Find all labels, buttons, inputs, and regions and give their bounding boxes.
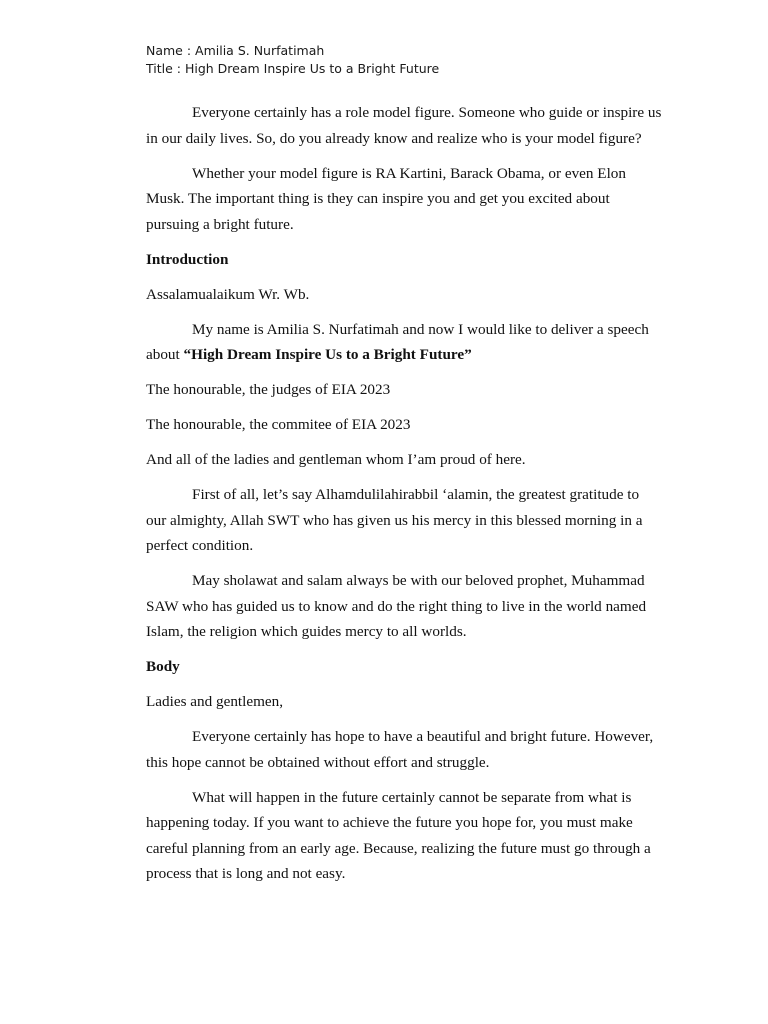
- author-name-line: Name : Amilia S. Nurfatimah: [146, 43, 325, 58]
- paragraph-committee: The honourable, the commitee of EIA 2023: [146, 416, 411, 433]
- paragraph-judges: The honourable, the judges of EIA 2023: [146, 381, 391, 398]
- paragraph-sholawat: May sholawat and salam always be with our beloved prophet, Muhammad SAW who has guided us to know and do the right thing to live in the world named Islam, the religion which guides mercy to all worlds.: [146, 572, 647, 640]
- speech-title-bold: “High Dream Inspire Us to a Bright Future”: [183, 346, 472, 363]
- paragraph-greeting: Assalamualaikum Wr. Wb.: [146, 285, 310, 303]
- paragraph-audience: And all of the ladies and gentleman whom I’am proud of here.: [146, 451, 526, 468]
- paragraph-ladies-gentlemen: Ladies and gentlemen,: [146, 693, 284, 710]
- section-heading-body: Body: [146, 658, 180, 675]
- paragraph-gratitude: First of all, let’s say Alhamdulilahirabbil ‘alamin, the greatest gratitude to our almighty, Allah SWT who has given us his mercy in this blessed morning in a perfect condition.: [146, 486, 643, 554]
- document-header: [146, 42, 439, 78]
- document-title-line: Title : High Dream Inspire Us to a Bright Future: [146, 61, 440, 76]
- paragraph-role-model: Everyone certainly has a role model figure. Someone who guide or inspire us in our daily lives. So, do you already know and realize who is your model figure?: [146, 104, 662, 147]
- section-heading-introduction: Introduction: [146, 250, 229, 268]
- paragraph-future-planning: What will happen in the future certainly cannot be separate from what is happening today. If you want to achieve the future you hope for, you must make careful planning from an early age. Because, realizing the future must go through a process that is long and not easy.: [146, 788, 651, 882]
- paragraph-model-figure-examples: Whether your model figure is RA Kartini, Barack Obama, or even Elon Musk. The important thing is they can inspire you and get you excited about pursuing a bright future.: [146, 164, 626, 233]
- paragraph-hope: Everyone certainly has hope to have a beautiful and bright future. However, this hope cannot be obtained without effort and struggle.: [146, 728, 654, 771]
- document-body: [146, 100, 662, 896]
- paragraph-speaker-intro: [146, 317, 662, 368]
- speaker-intro-text: My name is Amilia S. Nurfatimah and now I would like to deliver a speech about: [146, 320, 649, 363]
